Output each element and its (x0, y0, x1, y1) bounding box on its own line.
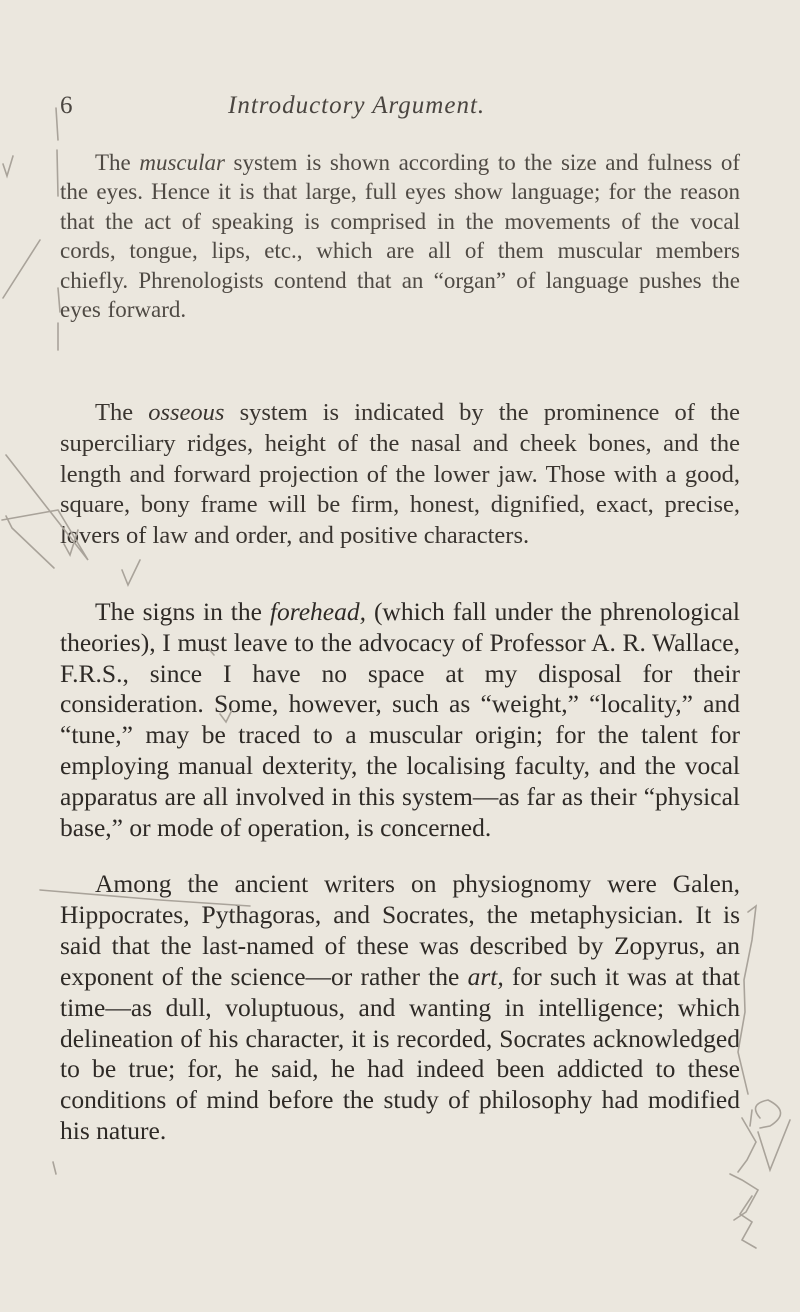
paragraph-forehead: The signs in the forehead, (which fall under the phrenological theories), I must leave to the advocacy of Professor A. R. Wallace, F.R.S., since I have no space at my disposal for their consideration. Some, however, such as “weight,” “locality,” and “tune,” may be traced to a muscular origin; for the talent for employing manual dexterity, the localising faculty, and the vocal apparatus are all involved in this system—as far as their “physical base,” or mode of operation, is concerned. (60, 597, 740, 842)
right-margin-stroke (750, 1110, 752, 1126)
right-margin-letter-q (756, 1100, 781, 1128)
emphasis-forehead: forehead, (269, 597, 366, 626)
inline-slash-mark (122, 560, 140, 585)
margin-line-upper (57, 150, 58, 196)
right-margin-curve (730, 1174, 758, 1220)
right-margin-bracket-end (740, 1196, 756, 1248)
running-title: Introductory Argument. (228, 92, 486, 119)
left-margin-tick-lower (53, 1162, 56, 1174)
paragraph-muscular: The muscular system is shown according to the size and fulness of the eyes. Hence it is that large, full eyes show language; for the reason that the act of speaking is comprised in the movements of the vocal cords, tongue, lips, etc., which are all of them muscular members chiefly. Phrenologists contend that an “organ” of language pushes the eyes forward. (60, 150, 740, 323)
paragraph-osseous: The osseous system is indicated by the prominence of the superciliary ridges, height of the nasal and cheek bones, and the length and forward projection of the lower jaw. Those with a good, square, bony frame will be firm, honest, dignified, exact, precise, lovers of law and order, and positive characters. (60, 399, 741, 550)
margin-check-mark (6, 516, 54, 568)
right-margin-hook (738, 1118, 756, 1172)
page-number: 6 (60, 92, 73, 119)
emphasis-muscular: muscular (139, 150, 225, 175)
paragraph-ancient-writers: Among the ancient writers on physiognomy were Galen, Hippocrates, Pythagoras, and Socrates, the metaphysician. It is said that the last-named of these was described by Zopyrus, an exponent of the science—or rather the art, for such it was at that time—as dull, voluptuous, and wanting in intelligence; which delineation of his character, it is recorded, Socrates acknowledged to be true; for, he said, he had indeed been addicted to these conditions of mind before the study of philosophy had modified his nature. (60, 869, 740, 1146)
emphasis-osseous: osseous (148, 399, 225, 426)
margin-tick-mark (3, 156, 13, 176)
emphasis-art: art, (467, 961, 504, 991)
running-head (60, 92, 740, 132)
right-margin-letter-v (758, 1120, 790, 1170)
margin-diagonal-stroke (3, 240, 40, 298)
margin-line-top (56, 108, 58, 140)
right-margin-bracket (738, 906, 756, 1094)
